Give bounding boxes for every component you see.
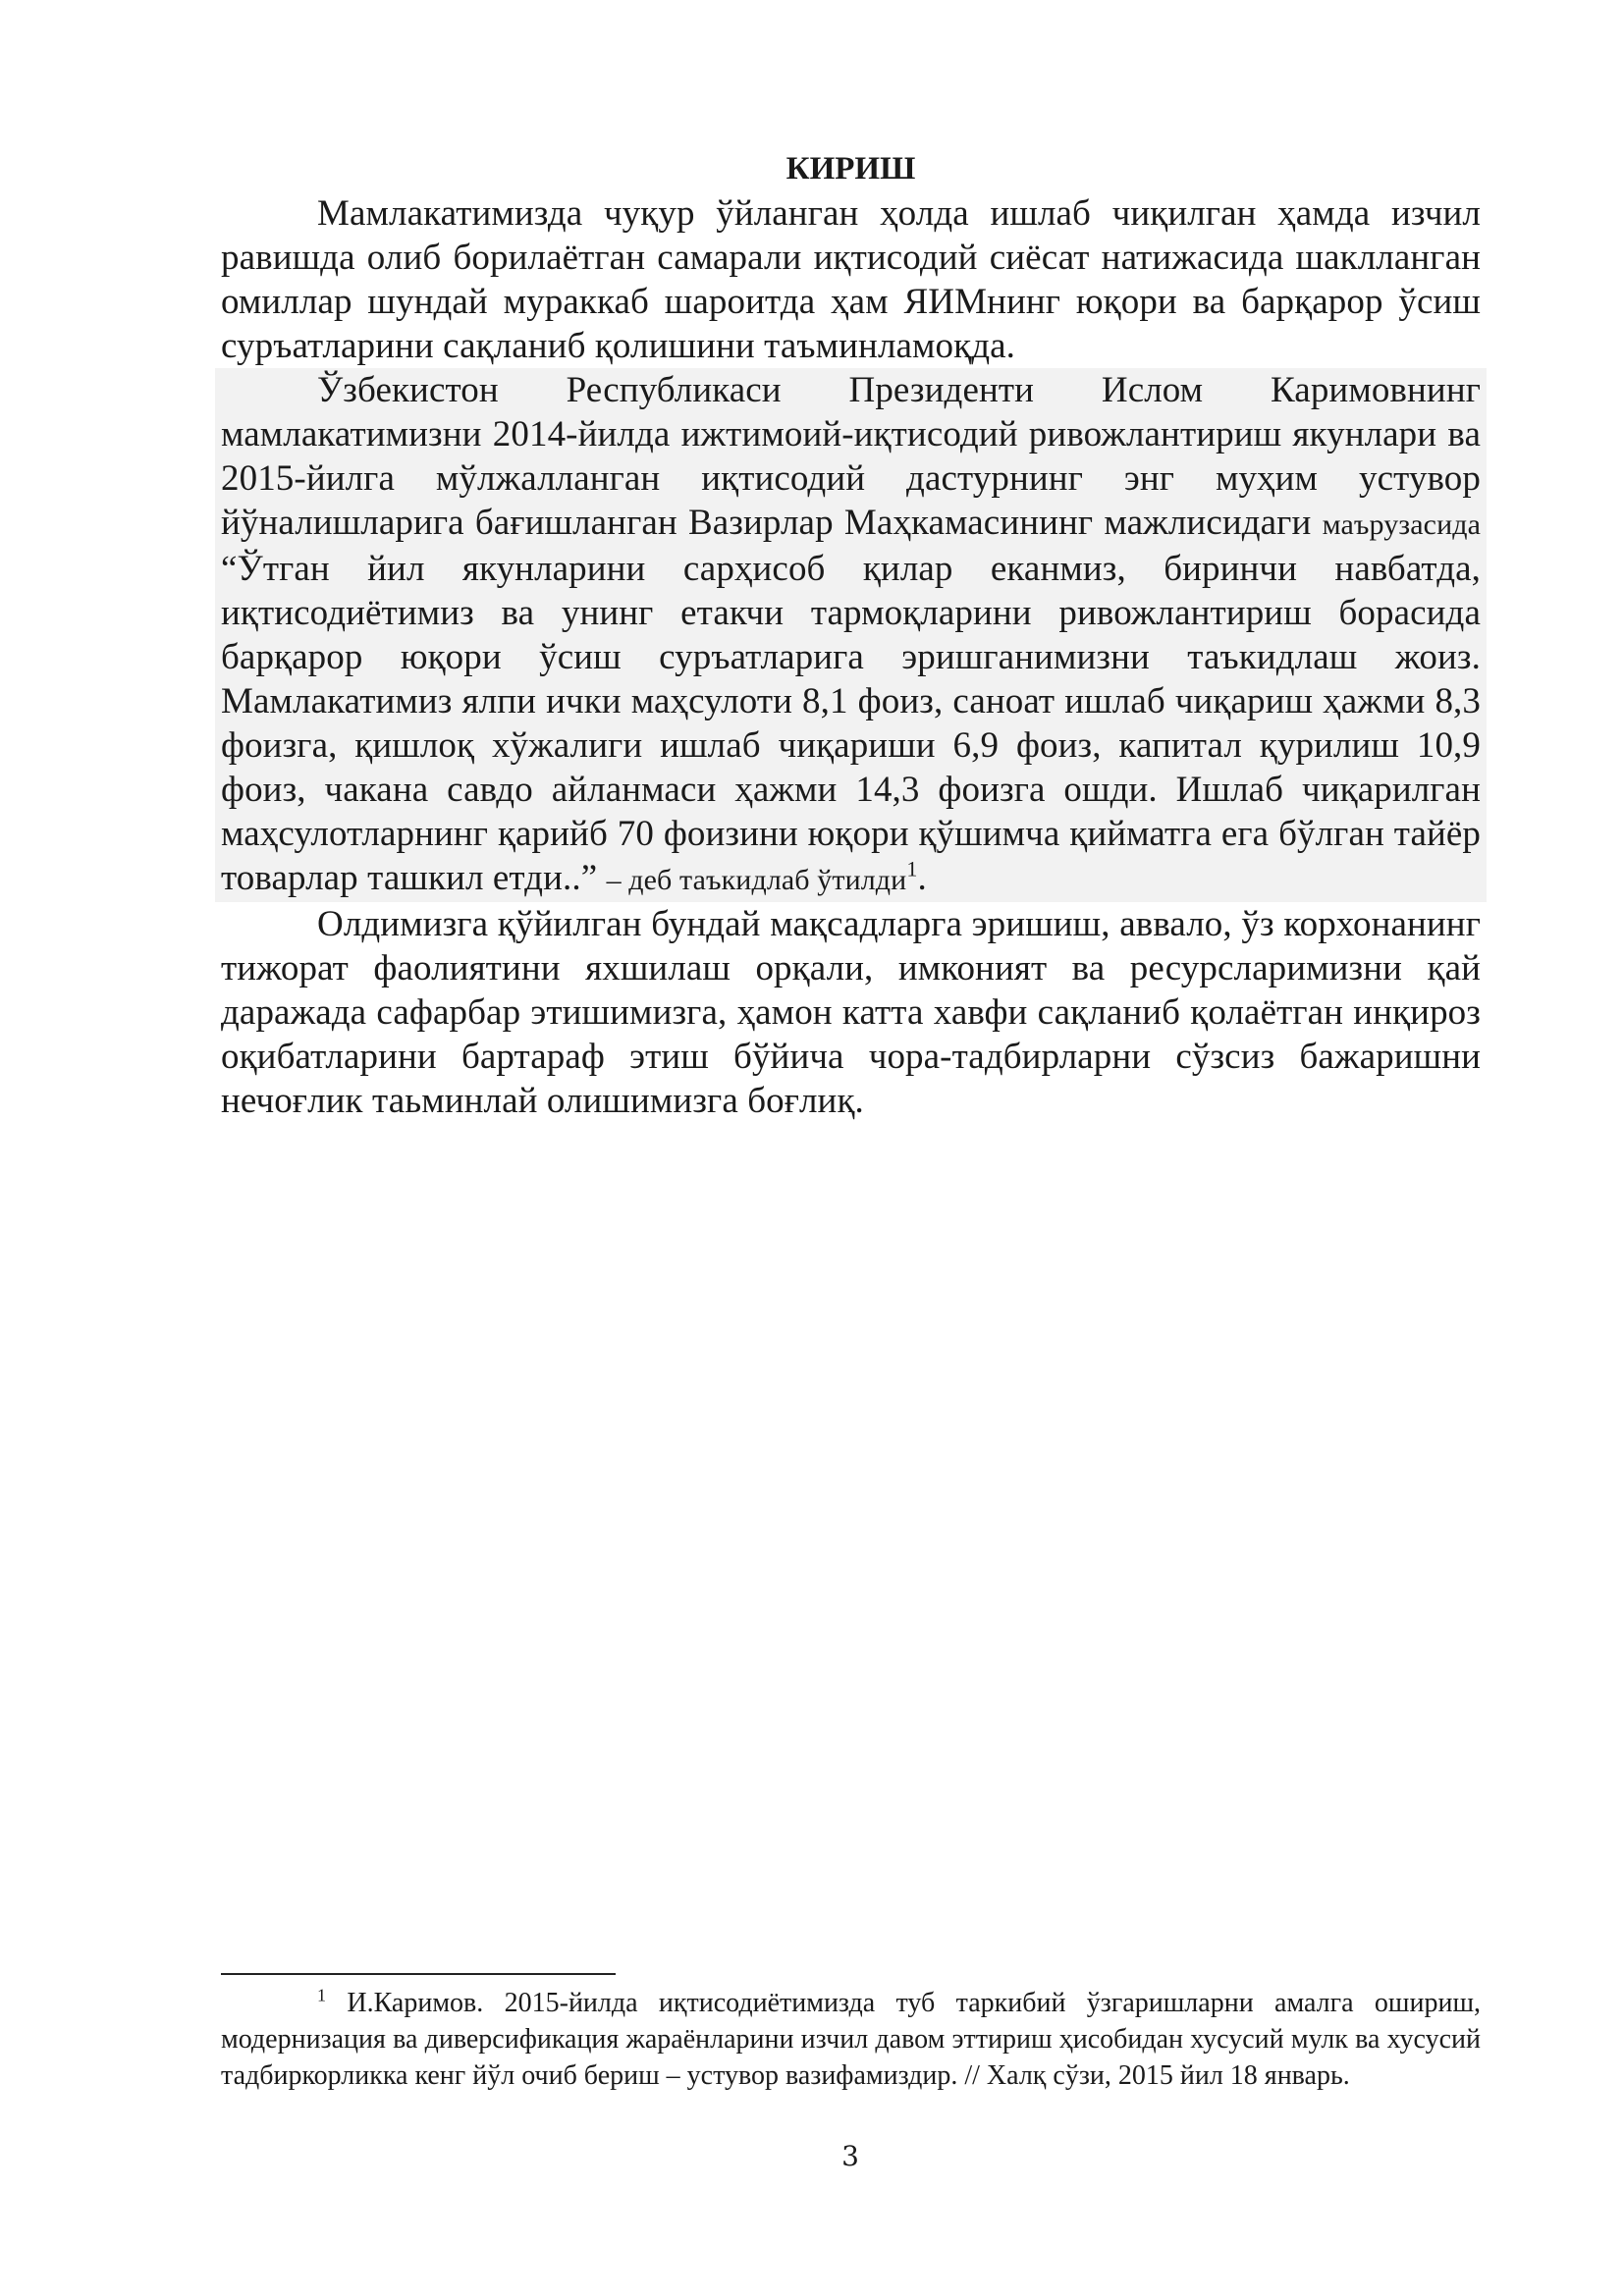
footnote-reference[interactable]: 1 bbox=[906, 856, 918, 881]
paragraph-intro: Мамлакатимизда чуқур ўйланган ҳолда ишлаб чиқилган ҳамда изчил равишда олиб борилаётган самарали иқтисодий сиёсат натижасида шаклланган омиллар шундай мураккаб шароитда ҳам ЯИМнинг юқори ва барқарор ўсиш суръатларини сақланиб қолишини таъминламоқда. bbox=[221, 193, 1481, 366]
paragraph-goals: Олдимизга қўйилган бундай мақсадларга эришиш, аввало, ўз корхонанинг тижорат фаолиятини яхшилаш орқали, имконият ва ресурсларимизни қай даражада сафарбар этишимизга, ҳамон катта хавфи сақланиб қолаётган инқироз оқибатларини бартараф этиш бўйича чора-тадбирларни сўзсиз бажаришни нечоғлик таьминлай олишимизга боғлиқ. bbox=[221, 904, 1481, 1121]
main-text bbox=[221, 147, 1481, 1123]
footnote-mark: 1 bbox=[317, 1985, 326, 2005]
footnote-text: И.Каримов. 2015-йилда иқтисодиётимизда туб таркибий ўзгаришларни амалга ошириш, модернизация ва диверсификация жараёнларини изчил давом эттириш ҳисобидан хусусий мулк ва хусусий тадбиркорликка кенг йўл очиб бериш – устувор вазифамиздир. // Халқ сўзи, 2015 йил 18 январь. bbox=[221, 1988, 1482, 2091]
quote-lead-text: Ўзбекистон Республикаси Президенти Ислом Каримовнинг мамлакатимизни 2014-йилда ижтимоий-иқтисодий ривожлантириш якунлари ва 2015-йилга мўлжалланган иқтисодий дастурнинг энг муҳим устувор йўналишларига бағишланган Вазирлар Маҳкамасининг мажлисидаги bbox=[221, 370, 1481, 543]
footnote bbox=[221, 1985, 1481, 2094]
quote-report-word: маърузасида bbox=[1322, 508, 1482, 541]
page-number: 3 bbox=[841, 2140, 859, 2172]
quote-attribution: – деб таъкидлаб ўтилди bbox=[606, 864, 907, 896]
quote-text: “Ўтган йил якунларини сарҳисоб қилар еканмиз, биринчи навбатда, иқтисодиётимиз ва унинг етакчи тармоқларини ривожлантириш борасида барқарор юқори ўсиш суръатларига эришганимизни таъкидлаш жоиз. Мамлакатимиз ялпи ички маҳсулоти 8,1 фоиз, саноат ишлаб чиқариш ҳажми 8,3 фоизга, қишлоқ хўжалиги ишлаб чиқариши 6,9 фоиз, капитал қурилиш 10,9 фоиз, чакана савдо айланмаси ҳажми 14,3 фоизга ошди. Ишлаб чиқарилган маҳсулотларнинг қарийб 70 фоизини юқори қўшимча қийматга ега бўлган тайёр товарлар ташкил етди..” bbox=[221, 549, 1481, 898]
quote-end-punct: . bbox=[917, 858, 927, 898]
footnote-separator bbox=[221, 1973, 616, 1975]
section-title: КИРИШ bbox=[785, 151, 916, 187]
paragraph-quote bbox=[215, 368, 1487, 902]
